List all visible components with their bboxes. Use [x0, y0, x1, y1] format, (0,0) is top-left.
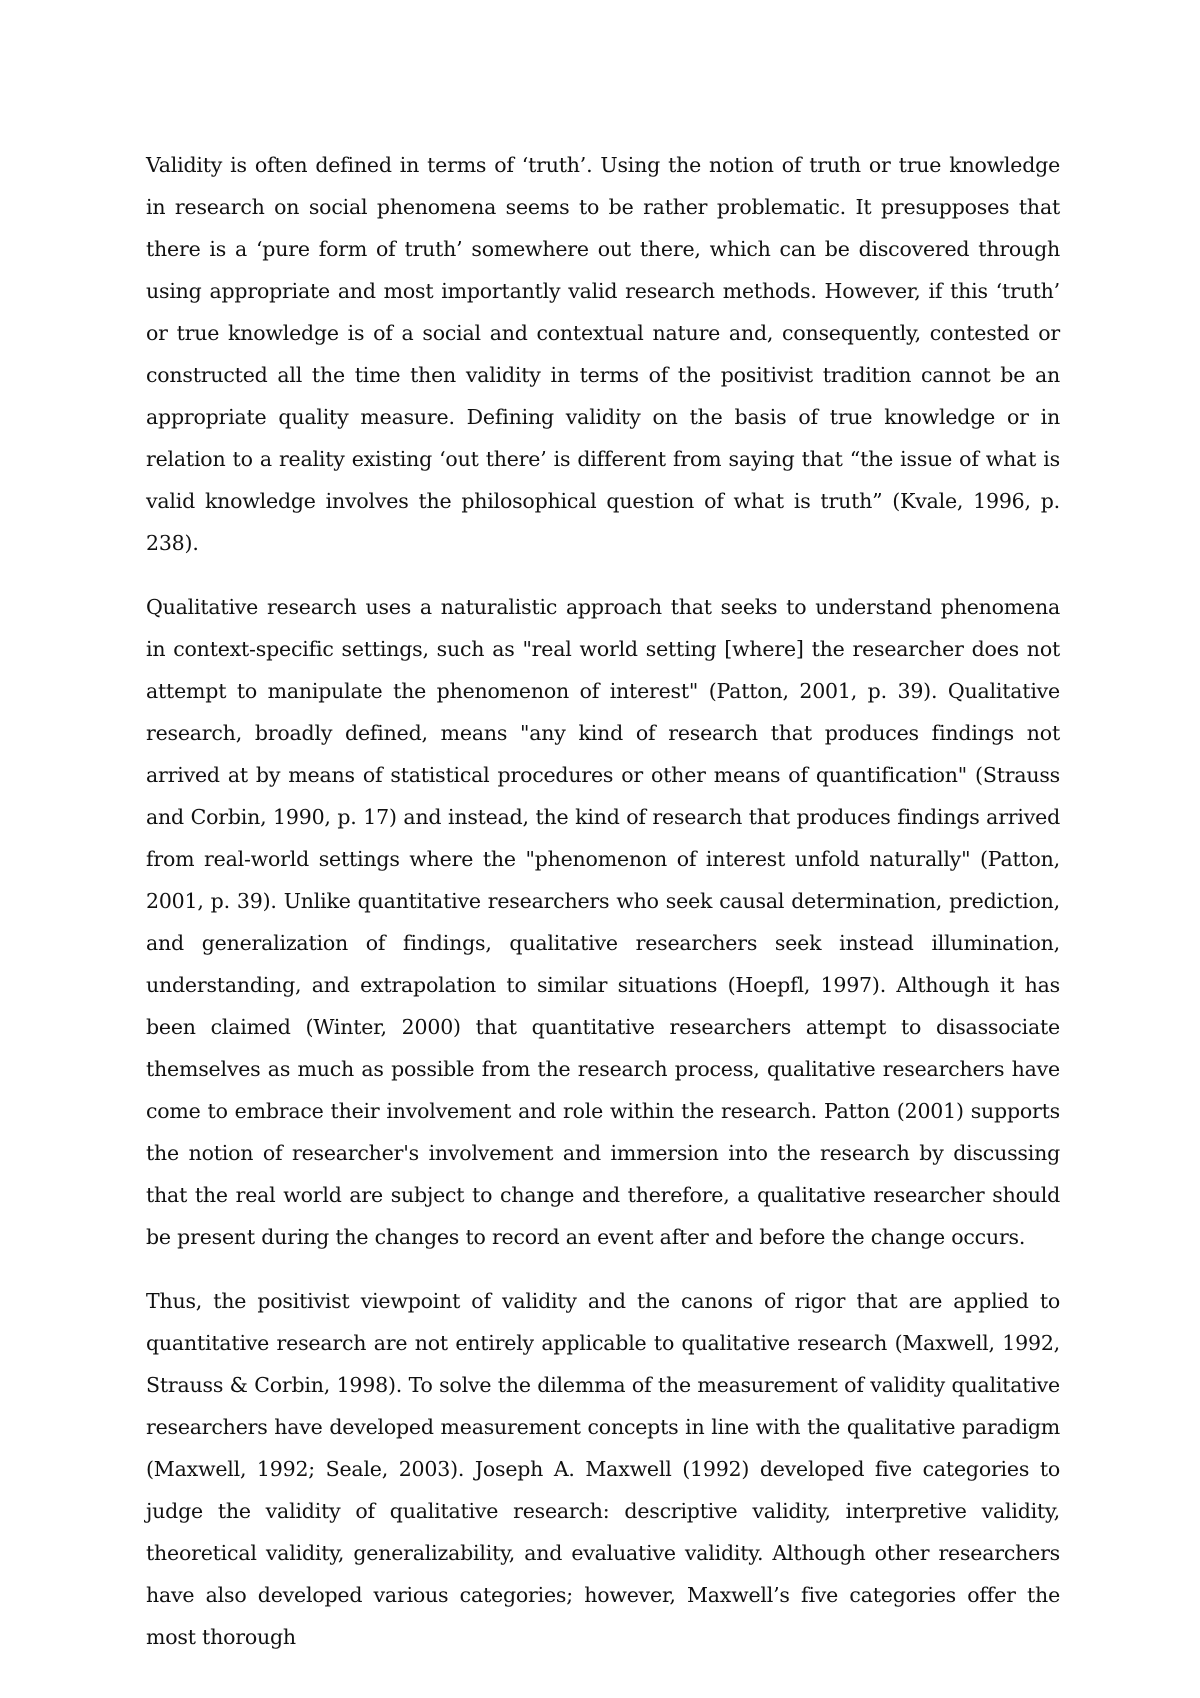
paragraph-validity-truth: Validity is often defined in terms of ‘truth’. Using the notion of truth or true knowledge in research on social phenomena seems to be rather problematic. It presupposes that there is a ‘pure form of truth’ somewhere out there, which can be discovered through using appropriate and most importantly valid research methods. However, if this ‘truth’ or true knowledge is of a social and contextual nature and, consequently, contested or constructed all the time then validity in terms of the positivist tradition cannot be an appropriate quality measure. Defining validity on the basis of true knowledge or in relation to a reality existing ‘out there’ is different from saying that “the issue of what is valid knowledge involves the philosophical question of what is truth” (Kvale, 1996, p. 238).: [146, 153, 1060, 555]
body-text: [146, 144, 1060, 1680]
paragraph-qualitative-research: Qualitative research uses a naturalistic approach that seeks to understand phenomena in context-specific settings, such as "real world setting [where] the researcher does not attempt to manipulate the phenomenon of interest" (Patton, 2001, p. 39). Qualitative research, broadly defined, means "any kind of research that produces findings not arrived at by means of statistical procedures or other means of quantification" (Strauss and Corbin, 1990, p. 17) and instead, the kind of research that produces findings arrived from real-world settings where the "phenomenon of interest unfold naturally" (Patton, 2001, p. 39). Unlike quantitative researchers who seek causal determination, prediction, and generalization of findings, qualitative researchers seek instead illumination, understanding, and extrapolation to similar situations (Hoepfl, 1997). Although it has been claimed (Winter, 2000) that quantitative researchers attempt to disassociate themselves as much as possible from the research process, qualitative researchers have come to embrace their involvement and role within the research. Patton (2001) supports the notion of researcher's involvement and immersion into the research by discussing that the real world are subject to change and therefore, a qualitative researcher should be present during the changes to record an event after and before the change occurs.: [146, 595, 1060, 1249]
paragraph-positivist-viewpoint: Thus, the positivist viewpoint of validity and the canons of rigor that are applied to quantitative research are not entirely applicable to qualitative research (Maxwell, 1992, Strauss & Corbin, 1998). To solve the dilemma of the measurement of validity qualitative researchers have developed measurement concepts in line with the qualitative paradigm (Maxwell, 1992; Seale, 2003). Joseph A. Maxwell (1992) developed five categories to judge the validity of qualitative research: descriptive validity, interpretive validity, theoretical validity, generalizability, and evaluative validity. Although other researchers have also developed various categories; however, Maxwell’s five categories offer the most thorough: [146, 1289, 1060, 1649]
